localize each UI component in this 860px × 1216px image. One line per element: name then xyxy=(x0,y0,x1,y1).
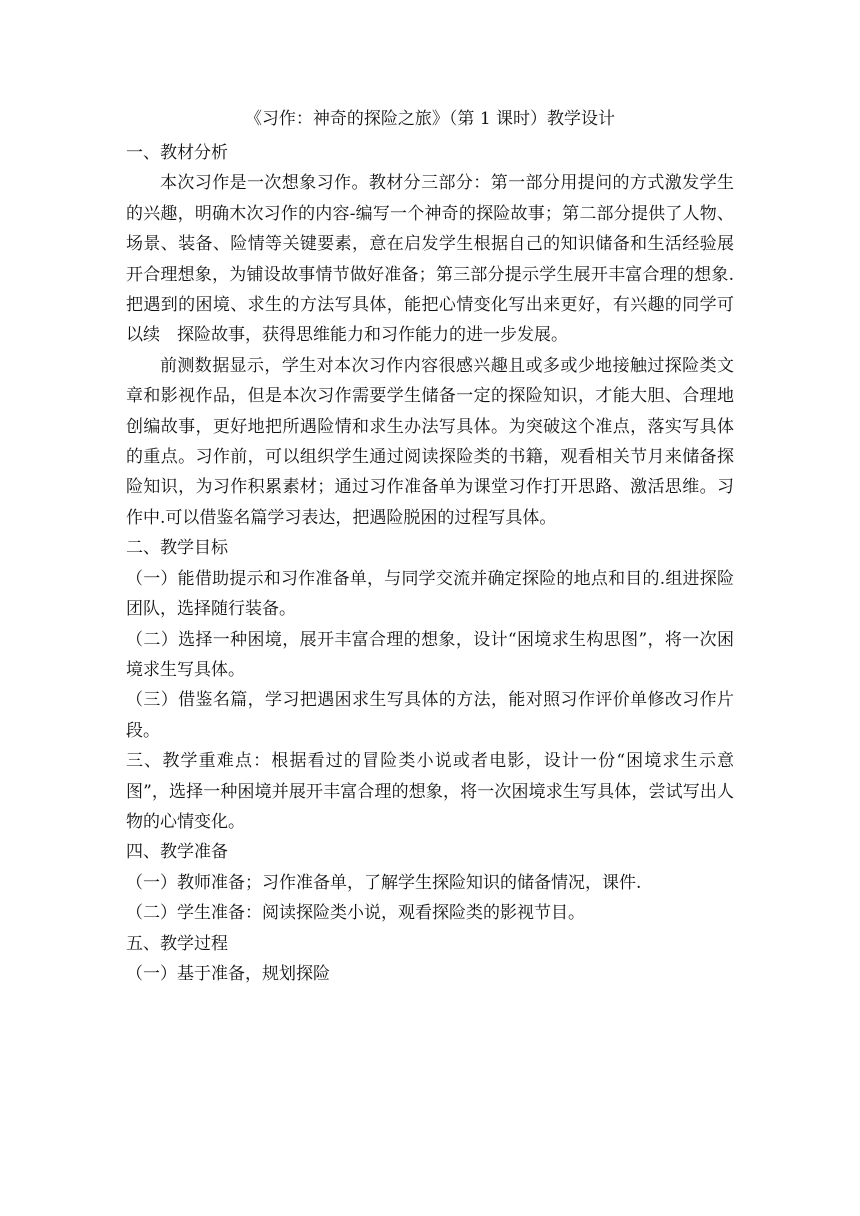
paragraph-textbook-overview: 本次习作是一次想象习作。教材分三部分：第一部分用提问的方式激发学生的兴趣，明确木次习作的内容-编写一个神奇的探险故事；第二部分提供了人物、场景、装备、险情等关键要素，意在启发学生根据自己的知识储备和生活经验展开合理想象，为铺设故事情节做好准备；第三部分提示学生展开丰富合理的想象.把遇到的困境、求生的方法写具体，能把心情变化写出来更好，有兴趣的同学可以续 探险故事，获得思维能力和习作能力的进一步发展。 xyxy=(126,173,734,346)
goal-item-3: （三）借鉴名篇，学习把遇困求生写具体的方法，能对照习作评价单修改习作片段。 xyxy=(126,690,734,741)
prep-item-teacher: （一）教师准备；习作准备单，了解学生探险知识的储备情况，课件. xyxy=(126,872,642,893)
section-heading-textbook-analysis: 一、教材分析 xyxy=(126,143,228,163)
paragraph-pretest-data: 前测数据显示，学生对本次习作内容很感兴趣且或多或少地接触过探险类文章和影视作品，但是本次习作需要学生储备一定的探险知识，才能大胆、合理地创编故事，更好地把所遇险情和求生办法写具体。为突破这个准点，落实写具体的重点。习作前，可以组织学生通过阅读探险类的书籍，观看相关节月来储备探险知识，为习作积累素材；通过习作准备单为课堂习作打开思路、激活思维。习作中.可以借鉴名篇学习表达，把遇险脱困的过程写具体。 xyxy=(126,355,734,528)
section-key-difficulties: 三、教学重难点：根据看过的冒险类小说或者电影，设计一份“困境求生示意图”，选择一种困境并展开丰富合理的想象，将一次困境求生写具体，尝试写出人物的心情变化。 xyxy=(126,751,734,832)
goal-item-1: （一）能借助提示和习作准备单，与同学交流并确定探险的地点和目的.组进探险团队，选择随行装备。 xyxy=(126,568,734,620)
section-heading-process: 五、教学过程 xyxy=(126,933,228,954)
section-heading-teaching-goals: 二、教学目标 xyxy=(126,538,228,559)
goal-item-2: （二）选择一种困境，展开丰富合理的想象，设计“困境求生构思图”，将一次困境求生写具体。 xyxy=(126,629,734,680)
section-heading-preparation: 四、教学准备 xyxy=(126,842,228,863)
prep-item-student: （二）学生准备：阅读探险类小说，观看探险类的影视节目。 xyxy=(126,903,585,924)
document-title: 《习作：神奇的探险之旅》（第 1 课时）教学设计 xyxy=(244,109,616,129)
process-item-1: （一）基于准备，规划探险 xyxy=(126,963,330,984)
